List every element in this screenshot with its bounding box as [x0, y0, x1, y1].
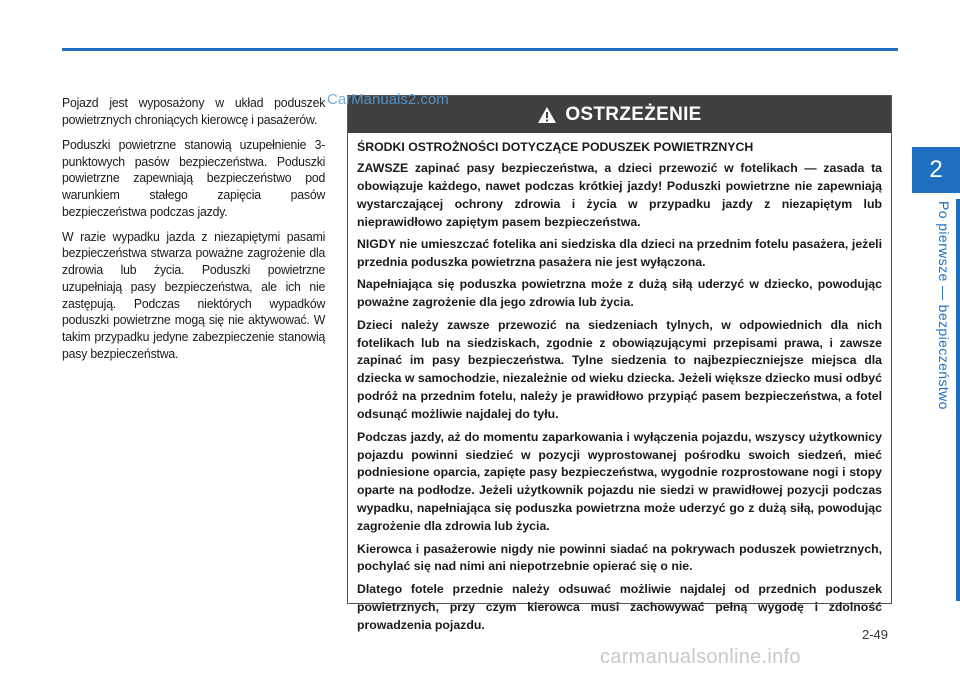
warning-paragraph-4: Dzieci należy zawsze przewozić na siedzeniach tylnych, w odpowiednich dla nich fotelikach lub na siedziskach, zgodnie z obowiązującymi przepisami prawa, i zawsze zapinać im pasy bezpieczeństwa. Tylne siedzenia to najbezpieczniejsze miejsca dla dziecka w samochodzie, niezależnie od wieku dziecka. Jeżeli większe dziecko musi odbyć podróż na przednim fotelu, należy je prawidłowo przypiąć pasem bezpieczeństwa, a fotel odsunąć możliwie najdalej do tyłu.	[357, 317, 882, 422]
warning-paragraph-1: ZAWSZE zapinać pasy bezpieczeństwa, a dzieci przewozić w fotelikach — zasada ta obowiązuje każdego, nawet podczas krótkiej jazdy! Poduszki powietrzne nie zapewniają wystarczającej ochrony zdrowia i życia w przypadku jazdy z niezapiętym lub nieprawidłowo zapiętym pasem bezpieczeństwa.	[357, 160, 882, 229]
warning-box	[347, 95, 892, 632]
chapter-rule	[956, 199, 960, 601]
warning-paragraph-3: Napełniająca się poduszka powietrzna może z dużą siłą uderzyć w dziecko, powodując poważne zagrożenie dla jego zdrowia lub życia.	[357, 277, 882, 310]
intro-paragraph-3: W razie wypadku jazda z niezapiętymi pasami bezpieczeństwa stwarza poważne zagrożenie dla zdrowia lub życia. Poduszki powietrzne uzupełniają pasy bezpieczeństwa, ale ich nie zastępują. Podczas niektórych wypadków poduszki powietrzne mogą się nie aktywować. W takim przypadku jedyne zabezpieczenie stanowią pasy bezpieczeństwa.	[62, 228, 326, 361]
warning-title: OSTRZEŻENIE	[565, 103, 702, 125]
page-number: 2-49	[862, 627, 889, 642]
chapter-number: 2	[929, 156, 943, 183]
warning-paragraph-6: Kierowca i pasażerowie nigdy nie powinni siadać na pokrywach poduszek powietrznych, pochylać się nad nimi ani niepotrzebnie opierać się o nie.	[357, 541, 882, 574]
intro-paragraph-1: Pojazd jest wyposażony w układ poduszek powietrznych chroniących kierowcę i pasażerów.	[62, 95, 326, 127]
warning-body	[348, 133, 891, 635]
warning-triangle-icon	[537, 106, 557, 124]
warning-paragraph-5: Podczas jazdy, aż do momentu zaparkowania i wyłączenia pojazdu, wszyscy użytkownicy pojazdu powinni siedzieć w pozycji wyprostowanej pośrodku swoich siedzeń, mieć podniesione oparcia, zapięte pasy bezpieczeństwa, wygodnie rozprostowane nogi i stopy oparte na podłodze. Jeżeli użytkownik pojazdu nie siedzi w prawidłowej pozycji podczas wypadku, napełniająca się poduszka powietrzna może uderzyć go z dużą siłą, powodując zagrożenie dla zdrowia lub życia.	[357, 429, 882, 534]
watermark-bottom: carmanualsonline.info	[600, 646, 801, 668]
warning-paragraph-7: Dlatego fotele przednie należy odsuwać możliwie najdalej od przednich poduszek powietrznych, przy czym kierowca musi zachowywać pełną wygodę i zdolność prowadzenia pojazdu.	[357, 581, 882, 632]
header-rule	[62, 48, 898, 51]
chapter-tab	[912, 147, 960, 193]
warning-paragraph-2: NIGDY nie umieszczać fotelika ani siedziska dla dzieci na przednim fotelu pasażera, jeżeli przednia poduszka powietrzna pasażera nie jest wyłączona.	[357, 237, 882, 269]
chapter-label: Po pierwsze — bezpieczeństwo	[936, 201, 952, 410]
intro-text-column	[62, 95, 325, 371]
warning-heading: ŚRODKI OSTROŻNOŚCI DOTYCZĄCE PODUSZEK POWIETRZNYCH	[357, 140, 754, 154]
intro-paragraph-2: Poduszki powietrzne stanowią uzupełnienie 3-punktowych pasów bezpieczeństwa. Poduszki powietrzne zapewniają bezpieczeństwo pod warunkiem stałego zapięcia pasów bezpieczeństwa podczas jazdy.	[62, 136, 326, 219]
watermark-top: CarManuals2.com	[327, 91, 449, 108]
